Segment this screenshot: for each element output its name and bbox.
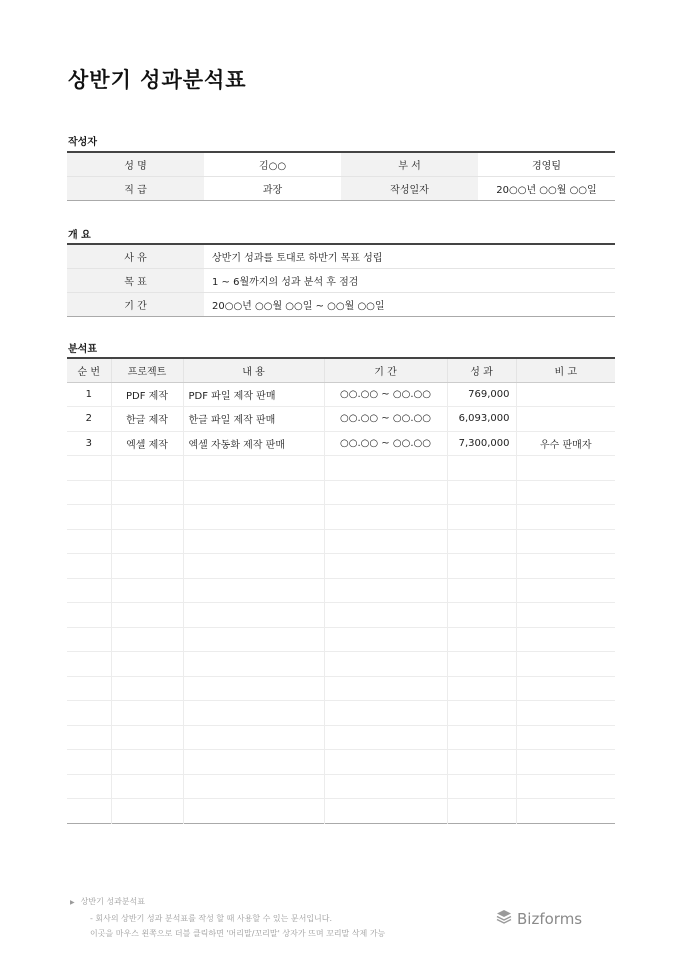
empty-cell xyxy=(324,652,447,677)
footer-title-line xyxy=(70,894,385,911)
empty-cell xyxy=(111,701,183,726)
empty-cell xyxy=(111,529,183,554)
empty-table-row xyxy=(67,725,615,750)
empty-cell xyxy=(516,750,615,775)
empty-cell xyxy=(447,627,516,652)
triangle-bullet-icon: ▶ xyxy=(70,899,75,906)
name-value: 김○○ xyxy=(204,152,341,176)
department-label: 부 서 xyxy=(341,152,478,176)
empty-table-row xyxy=(67,750,615,775)
empty-cell xyxy=(516,799,615,824)
empty-table-row xyxy=(67,554,615,579)
empty-cell xyxy=(324,799,447,824)
col-header-period: 기 간 xyxy=(324,358,447,382)
empty-cell xyxy=(67,676,111,701)
empty-cell xyxy=(183,750,324,775)
empty-cell xyxy=(324,603,447,628)
empty-cell xyxy=(516,627,615,652)
empty-cell xyxy=(183,603,324,628)
empty-table-row xyxy=(67,480,615,505)
empty-cell xyxy=(183,725,324,750)
empty-cell xyxy=(67,750,111,775)
empty-cell xyxy=(516,505,615,530)
empty-cell xyxy=(111,456,183,481)
empty-cell xyxy=(67,529,111,554)
row-number: 3 xyxy=(67,431,111,456)
empty-cell xyxy=(516,774,615,799)
empty-cell xyxy=(183,456,324,481)
empty-cell xyxy=(516,456,615,481)
empty-cell xyxy=(183,554,324,579)
empty-cell xyxy=(67,725,111,750)
empty-cell xyxy=(67,652,111,677)
row-remarks: 우수 판매자 xyxy=(516,431,615,456)
brand-logo xyxy=(496,909,582,929)
position-value: 과장 xyxy=(262,184,283,196)
empty-cell xyxy=(111,554,183,579)
empty-cell xyxy=(111,725,183,750)
row-content: 한글 파일 제작 판매 xyxy=(183,407,324,432)
empty-table-row xyxy=(67,774,615,799)
empty-cell xyxy=(67,603,111,628)
page-title: 상반기 성과분석표 xyxy=(68,68,247,92)
row-number: 1 xyxy=(67,382,111,407)
col-header-project: 프로젝트 xyxy=(111,358,183,382)
empty-cell xyxy=(111,774,183,799)
layers-icon xyxy=(496,909,512,929)
empty-table-row xyxy=(67,701,615,726)
empty-table-row xyxy=(67,505,615,530)
department-value: 경영팀 xyxy=(478,152,615,176)
goal-label: 목 표 xyxy=(67,268,204,292)
empty-cell xyxy=(324,774,447,799)
empty-cell xyxy=(67,554,111,579)
empty-table-row xyxy=(67,627,615,652)
empty-table-row xyxy=(67,652,615,677)
row-result: 769,000 xyxy=(447,382,516,407)
footer-instruction: 이곳을 마우스 왼쪽으로 더블 클릭하면 '머리말/꼬리말' 상자가 뜨며 꼬리말 삭제 가능 xyxy=(90,929,386,938)
empty-cell xyxy=(447,603,516,628)
empty-cell xyxy=(183,799,324,824)
author-table xyxy=(67,151,615,201)
footer-title: 상반기 성과분석표 xyxy=(80,897,145,906)
goal-value: 1 ~ 6월까지의 성과 분석 후 점검 xyxy=(204,268,615,292)
empty-table-row xyxy=(67,456,615,481)
row-content: 엑셀 자동화 제작 판매 xyxy=(183,431,324,456)
empty-cell xyxy=(447,505,516,530)
empty-cell xyxy=(67,578,111,603)
table-row xyxy=(67,431,615,456)
row-content: PDF 파일 제작 판매 xyxy=(183,382,324,407)
empty-cell xyxy=(324,750,447,775)
empty-cell xyxy=(183,676,324,701)
name-label: 성 명 xyxy=(67,152,204,176)
period-label: 기 간 xyxy=(67,292,204,316)
row-remarks xyxy=(516,382,615,407)
empty-cell xyxy=(516,480,615,505)
row-period: ○○.○○ ~ ○○.○○ xyxy=(324,431,447,456)
overview-table xyxy=(67,243,615,317)
overview-section-label: 개 요 xyxy=(68,230,91,241)
empty-cell xyxy=(111,799,183,824)
table-row xyxy=(67,407,615,432)
empty-cell xyxy=(324,627,447,652)
empty-cell xyxy=(324,505,447,530)
empty-cell xyxy=(447,456,516,481)
row-number: 2 xyxy=(67,407,111,432)
empty-cell xyxy=(324,676,447,701)
empty-cell xyxy=(516,676,615,701)
empty-cell xyxy=(111,676,183,701)
overview-row xyxy=(67,292,615,316)
empty-table-row xyxy=(67,529,615,554)
empty-cell xyxy=(183,627,324,652)
empty-cell xyxy=(111,505,183,530)
empty-cell xyxy=(516,529,615,554)
row-project: PDF 제작 xyxy=(111,382,183,407)
row-period: ○○.○○ ~ ○○.○○ xyxy=(324,407,447,432)
reason-value: 상반기 성과를 토대로 하반기 목표 성립 xyxy=(204,244,615,268)
empty-cell xyxy=(516,578,615,603)
empty-cell xyxy=(447,799,516,824)
empty-cell xyxy=(324,480,447,505)
row-result: 6,093,000 xyxy=(447,407,516,432)
row-result: 7,300,000 xyxy=(447,431,516,456)
analysis-header-row xyxy=(67,358,615,382)
empty-cell xyxy=(447,774,516,799)
empty-cell xyxy=(67,799,111,824)
empty-cell xyxy=(67,774,111,799)
row-period: ○○.○○ ~ ○○.○○ xyxy=(324,382,447,407)
empty-cell xyxy=(324,554,447,579)
empty-cell xyxy=(447,480,516,505)
row-remarks xyxy=(516,407,615,432)
empty-cell xyxy=(111,652,183,677)
empty-cell xyxy=(516,725,615,750)
empty-cell xyxy=(111,578,183,603)
author-row xyxy=(67,176,615,200)
row-project: 한글 제작 xyxy=(111,407,183,432)
empty-cell xyxy=(324,529,447,554)
empty-cell xyxy=(111,750,183,775)
empty-cell xyxy=(67,480,111,505)
row-project: 엑셀 제작 xyxy=(111,431,183,456)
analysis-section-label: 분석표 xyxy=(68,344,97,355)
empty-cell xyxy=(183,480,324,505)
col-header-content: 내 용 xyxy=(183,358,324,382)
empty-cell xyxy=(111,480,183,505)
empty-cell xyxy=(183,505,324,530)
empty-cell xyxy=(183,529,324,554)
empty-cell xyxy=(447,701,516,726)
col-header-number: 순 번 xyxy=(67,358,111,382)
empty-table-row xyxy=(67,603,615,628)
empty-cell xyxy=(183,578,324,603)
empty-cell xyxy=(183,652,324,677)
period-value: 20○○년 ○○월 ○○일 ~ ○○월 ○○일 xyxy=(212,300,385,312)
empty-cell xyxy=(67,505,111,530)
empty-cell xyxy=(447,554,516,579)
footer-description: - 회사의 상반기 성과 분석표를 작성 할 때 사용할 수 있는 문서입니다. xyxy=(90,913,333,923)
reason-label: 사 유 xyxy=(67,244,204,268)
empty-cell xyxy=(447,578,516,603)
empty-cell xyxy=(324,701,447,726)
empty-cell xyxy=(516,652,615,677)
empty-cell xyxy=(324,578,447,603)
position-label: 직 급 xyxy=(67,176,204,200)
empty-table-row xyxy=(67,676,615,701)
empty-cell xyxy=(516,701,615,726)
empty-cell xyxy=(447,750,516,775)
empty-cell xyxy=(324,456,447,481)
empty-cell xyxy=(67,456,111,481)
col-header-remarks: 비 고 xyxy=(516,358,615,382)
col-header-result: 성 과 xyxy=(447,358,516,382)
empty-cell xyxy=(183,774,324,799)
empty-table-row xyxy=(67,578,615,603)
brand-name: Bizforms xyxy=(517,910,583,928)
empty-cell xyxy=(111,603,183,628)
empty-table-row xyxy=(67,799,615,824)
date-value: 20○○년 ○○월 ○○일 xyxy=(496,184,597,196)
empty-cell xyxy=(183,701,324,726)
footer-note xyxy=(70,894,385,942)
overview-row xyxy=(67,268,615,292)
table-row xyxy=(67,382,615,407)
analysis-table xyxy=(67,357,615,824)
author-row xyxy=(67,152,615,176)
date-label: 작성일자 xyxy=(341,176,478,200)
empty-cell xyxy=(447,725,516,750)
overview-row xyxy=(67,244,615,268)
empty-cell xyxy=(67,627,111,652)
empty-cell xyxy=(67,701,111,726)
empty-cell xyxy=(111,627,183,652)
empty-cell xyxy=(447,529,516,554)
empty-cell xyxy=(516,554,615,579)
empty-cell xyxy=(447,676,516,701)
author-section-label: 작성자 xyxy=(68,137,97,148)
empty-cell xyxy=(447,652,516,677)
empty-cell xyxy=(324,725,447,750)
empty-cell xyxy=(516,603,615,628)
